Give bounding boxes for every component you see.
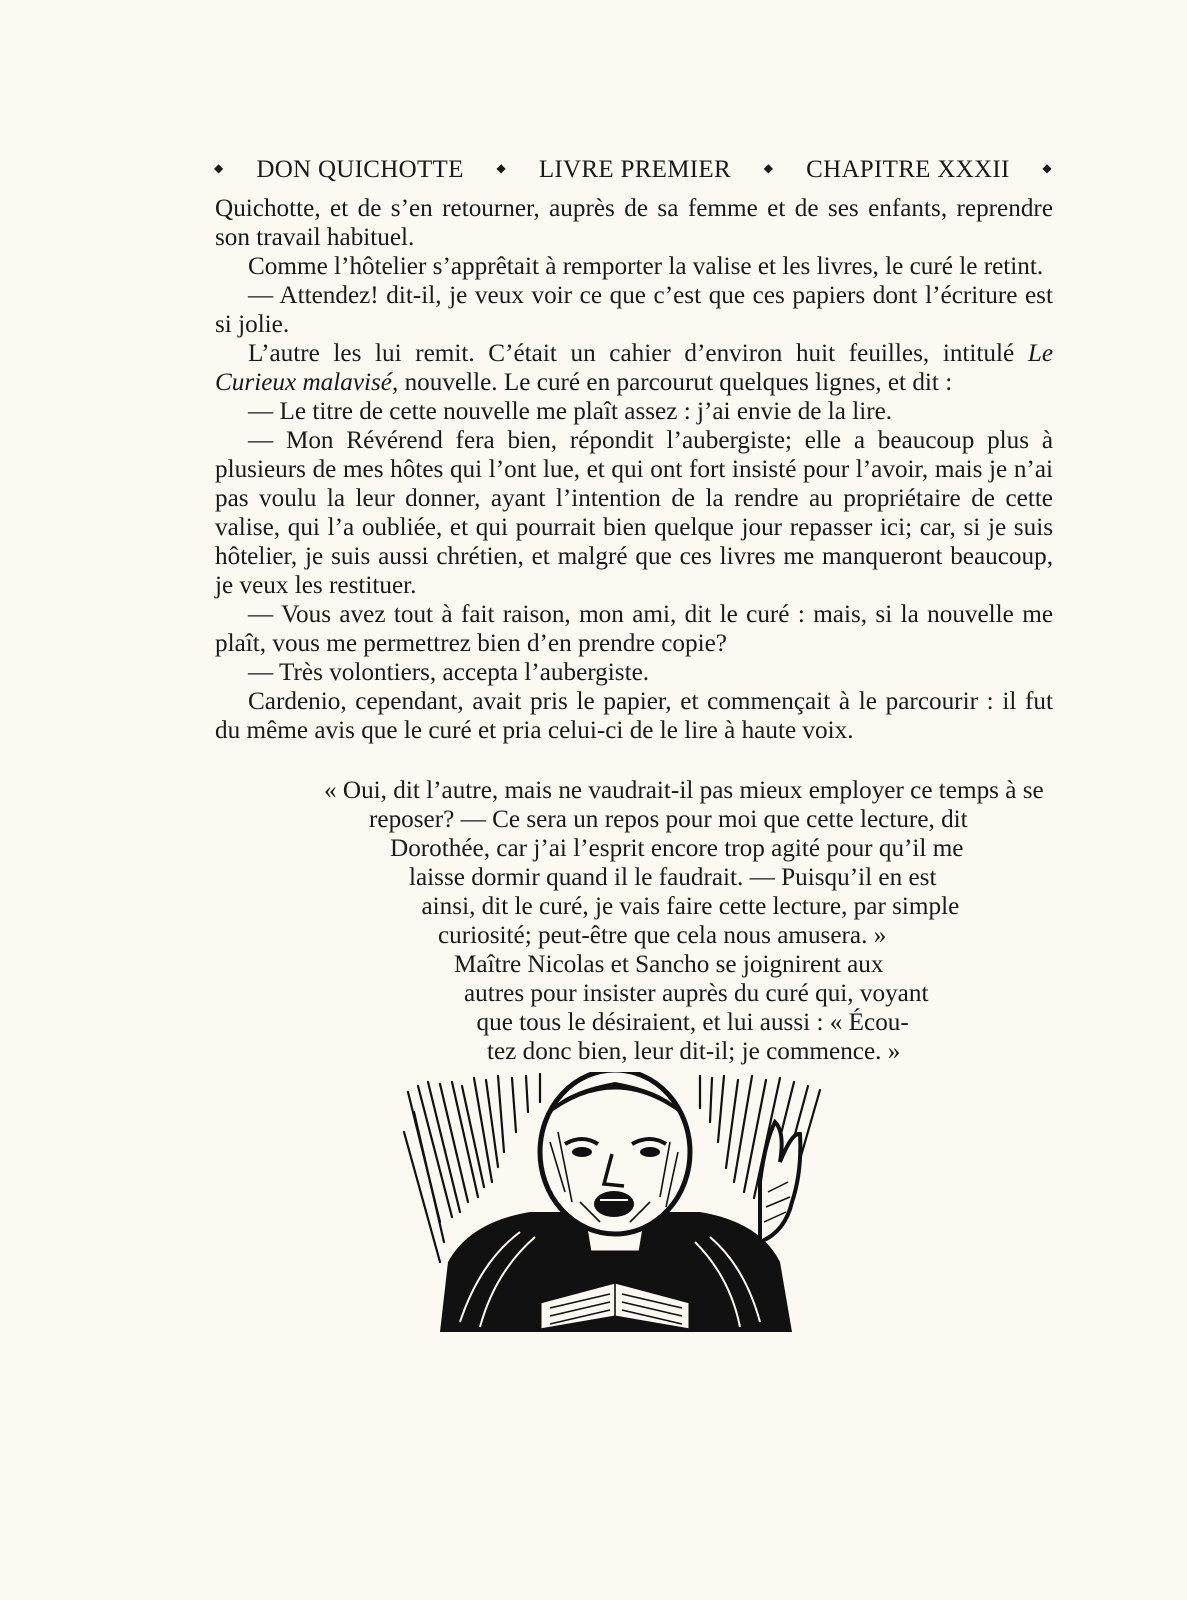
funnel-line: que tous le désiraient, et lui aussi : « Écou- [476,1009,909,1036]
paragraph: Cardenio, cependant, avait pris le papier, et commençait à le parcourir : il fut du même avis que le curé et pria celui-ci de le lire à haute voix. [215,688,1053,744]
funnel-line: laisse dormir quand il le faudrait. — Puisqu’il en est [409,864,937,891]
funnel-line: ainsi, dit le curé, je vais faire cette lecture, par simple [421,893,960,920]
paragraph-text: L’autre les lui remit. C’était un cahier d’environ huit feuilles, intitulé [248,340,1028,367]
novella-title: Le Curieux malavisé, [215,340,1053,396]
header-chapter: CHAPITRE XXXII [806,156,1010,183]
paragraph: — Mon Révérend fera bien, répondit l’aubergiste; elle a beaucoup plus à plusieurs de mes hôtes qui l’ont lue, et qui ont fort insisté pour l’avoir, mais je n’ai pas voulu la leur donner, ayant l’intention de la rendre au propriétaire de cette valise, qui l’a oubliée, et qui pourrait bien quelque jour repasser ici; car, si je suis hôtelier, je suis aussi chrétien, et malgré que ces livres me manqueront beaucoup, je veux les restituer. [215,427,1053,599]
paragraph: — Le titre de cette nouvelle me plaît assez : j’ai envie de la lire. [248,398,893,425]
funnel-text-block [215,776,1053,1066]
paragraph [215,339,1053,397]
woodcut-priest-reading-icon [400,1072,830,1332]
running-header [214,156,1052,184]
paragraph: Comme l’hôtelier s’apprêtait à remporter la valise et les livres, le curé le retint. [248,253,1044,280]
funnel-line: reposer? — Ce sera un repos pour moi que cette lecture, dit [369,806,968,833]
funnel-line: autres pour insister auprès du curé qui, voyant [464,980,929,1007]
paragraph: — Vous avez tout à fait raison, mon ami, dit le curé : mais, si la nouvelle me plaît, vous me permettrez bien d’en prendre copie? [215,601,1053,657]
body-text [215,194,1053,745]
paragraph: Quichotte, et de s’en retourner, auprès de sa femme et de ses enfants, reprendre son travail habituel. [215,195,1053,251]
funnel-line: curiosité; peut-être que cela nous amusera. » [438,922,887,949]
paragraph: — Attendez! dit-il, je veux voir ce que c’est que ces papiers dont l’écriture est si jolie. [215,282,1053,338]
funnel-line: tez donc bien, leur dit-il; je commence. » [487,1038,901,1065]
paragraph: — Très volontiers, accepta l’aubergiste. [248,659,650,686]
diamond-icon: ◆ [214,160,224,175]
funnel-line: Maître Nicolas et Sancho se joignirent aux [454,951,884,978]
diamond-icon: ◆ [1042,160,1052,175]
funnel-line: « Oui, dit l’autre, mais ne vaudrait-il pas mieux employer ce temps à se [324,777,1044,804]
header-book-part: LIVRE PREMIER [538,156,731,183]
funnel-line: Dorothée, car j’ai l’esprit encore trop agité pour qu’il me [390,835,964,862]
header-book-title: DON QUICHOTTE [256,156,464,183]
paragraph-text: nouvelle. Le curé en parcourut quelques lignes, et dit : [398,369,953,396]
diamond-icon: ◆ [763,160,774,175]
diamond-icon: ◆ [496,160,507,175]
